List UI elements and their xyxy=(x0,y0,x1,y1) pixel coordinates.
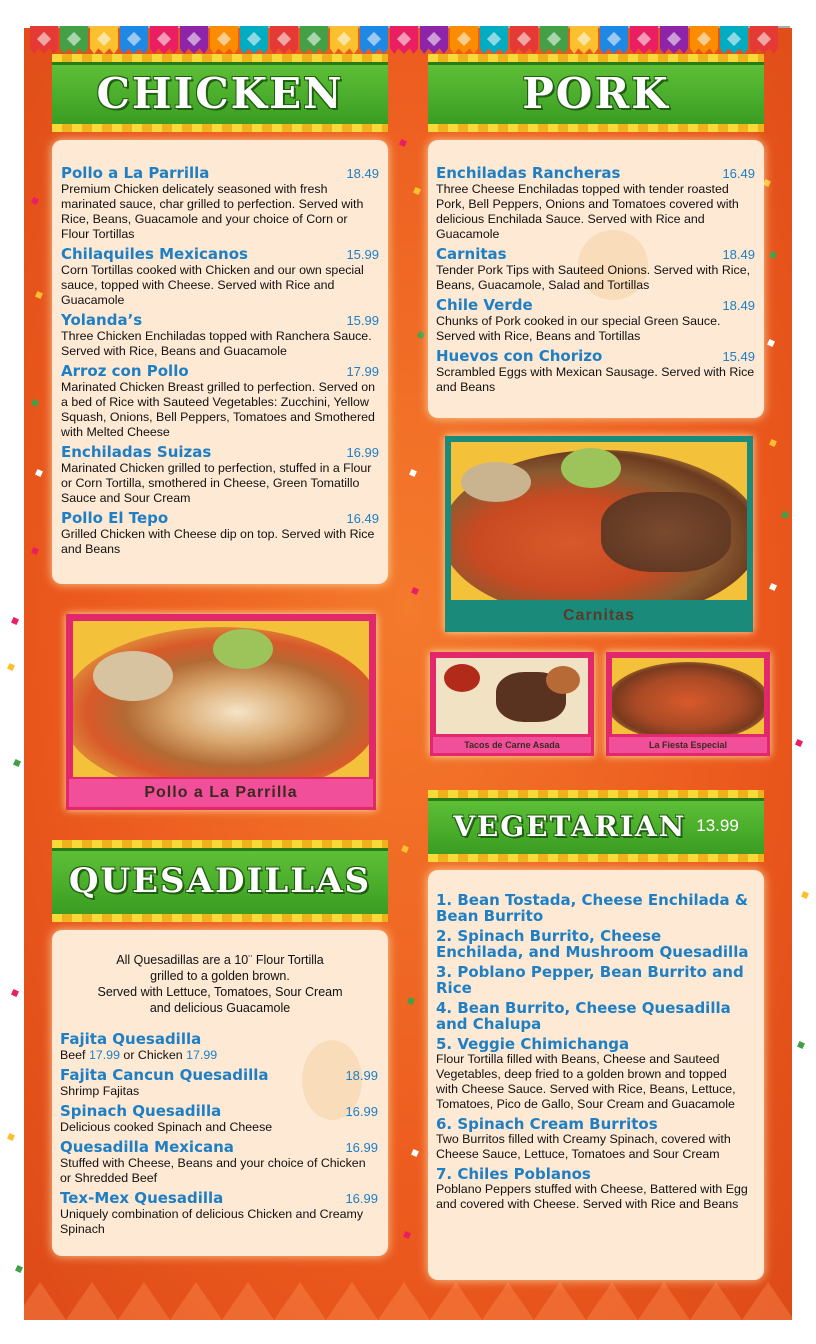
menu-item xyxy=(60,1102,378,1135)
item-name: 1. Bean Tostada, Cheese Enchilada & Bean Burrito xyxy=(436,891,748,925)
menu-item xyxy=(436,892,752,924)
item-price: 16.49 xyxy=(722,166,755,181)
vegetarian-title: VEGETARIAN xyxy=(453,809,687,843)
intro-line: Served with Lettuce, Tomatoes, Sour Cream xyxy=(97,985,343,999)
item-price: 18.49 xyxy=(722,247,755,262)
chicken-title: CHICKEN xyxy=(96,68,344,118)
item-name: Quesadilla Mexicana xyxy=(60,1138,234,1156)
item-desc: Marinated Chicken grilled to perfection, stuffed in a Flour or Corn Tortilla, smothered in Cheese, Green Tomatillo Sauce and Sour Cream xyxy=(61,461,372,505)
confetti-piece xyxy=(5,883,13,891)
bunting-flag xyxy=(90,26,118,54)
item-header xyxy=(60,1102,378,1120)
chicken-label: or Chicken xyxy=(123,1048,183,1062)
menu-item xyxy=(436,1166,752,1212)
confetti-piece xyxy=(795,739,803,747)
item-desc: Stuffed with Cheese, Beans and your choice of Chicken or Shredded Beef xyxy=(60,1156,366,1185)
carnitas-caption: Carnitas xyxy=(562,607,636,624)
bunting-flag xyxy=(480,26,508,54)
item-header xyxy=(436,164,755,182)
menu-item xyxy=(60,1066,378,1099)
triangle-decoration xyxy=(482,1282,534,1320)
bunting-flag xyxy=(630,26,658,54)
item-desc: Flour Tortilla filled with Beans, Cheese and Sauteed Vegetables, deep fried to a golden brown and topped with Cheese Sauce. Served with Rice, Beans, Lettuce, Tomatoes, Pico de Gallo, Sour Cream and Guacamole xyxy=(436,1052,736,1111)
bunting-flag xyxy=(30,26,58,54)
confetti-piece xyxy=(797,1041,805,1049)
item-price: 16.99 xyxy=(345,1191,378,1206)
item-name: Fajita Cancun Quesadilla xyxy=(60,1066,269,1084)
menu-item xyxy=(60,1030,378,1063)
triangle-pattern xyxy=(24,1280,792,1320)
bunting-flag xyxy=(600,26,628,54)
item-name: Spinach Quesadilla xyxy=(60,1102,222,1120)
triangle-decoration xyxy=(742,1282,792,1320)
triangle-decoration xyxy=(378,1282,430,1320)
vegetarian-price: 13.99 xyxy=(696,816,739,835)
item-desc: Uniquely combination of delicious Chicken and Creamy Spinach xyxy=(60,1207,364,1236)
item-name: Yolanda’s xyxy=(61,311,143,329)
item-desc: Premium Chicken delicately seasoned with fresh marinated sauce, char grilled to perfection. Served with Rice, Beans, Guacamole and your choice of Corn or Flour Tortillas xyxy=(61,182,364,241)
confetti-piece xyxy=(801,891,809,899)
chicken-panel xyxy=(52,140,388,584)
item-desc: Delicious cooked Spinach and Cheese xyxy=(60,1120,273,1134)
quesadillas-banner xyxy=(52,848,388,914)
item-price: 16.49 xyxy=(346,511,379,526)
chicken-item-list xyxy=(61,164,379,560)
item-desc: Corn Tortillas cooked with Chicken and our own special sauce, topped with Cheese. Served with Rice and Guacamole xyxy=(61,263,364,307)
item-name: Huevos con Chorizo xyxy=(436,347,603,365)
item-name: 5. Veggie Chimichanga xyxy=(436,1035,630,1053)
item-desc: Tender Pork Tips with Sauteed Onions. Served with Rice, Beans, Guacamole, Salad and Tortillas xyxy=(436,263,751,292)
confetti-piece xyxy=(7,1133,15,1141)
menu-item xyxy=(61,443,379,506)
item-header xyxy=(436,245,755,263)
bunting-flag xyxy=(420,26,448,54)
pork-item-list xyxy=(436,164,755,398)
confetti-piece xyxy=(803,1269,811,1277)
confetti-piece xyxy=(13,759,21,767)
bunting-flag xyxy=(660,26,688,54)
menu-item xyxy=(436,964,752,996)
triangle-decoration xyxy=(326,1282,378,1320)
menu-item xyxy=(436,245,755,293)
item-price: 18.99 xyxy=(345,1068,378,1083)
triangle-decoration xyxy=(222,1282,274,1320)
item-desc xyxy=(60,1048,378,1063)
quesadillas-items xyxy=(60,1066,378,1237)
item-header xyxy=(61,443,379,461)
item-name: 4. Bean Burrito, Cheese Quesadilla and Chalupa xyxy=(436,999,731,1033)
triangle-decoration xyxy=(638,1282,690,1320)
item-name: Carnitas xyxy=(436,245,507,263)
confetti-piece xyxy=(799,663,807,671)
bunting-flag xyxy=(300,26,328,54)
menu-item xyxy=(436,347,755,395)
bunting-flag xyxy=(690,26,718,54)
item-price: 16.99 xyxy=(346,445,379,460)
bunting-flag xyxy=(360,26,388,54)
bunting-flag xyxy=(510,26,538,54)
item-header xyxy=(60,1189,378,1207)
triangle-decoration xyxy=(24,1282,66,1320)
menu-item xyxy=(61,245,379,308)
item-name: Enchiladas Suizas xyxy=(61,443,212,461)
bunting-flag xyxy=(450,26,478,54)
menu-item xyxy=(436,1036,752,1112)
vegetarian-banner xyxy=(428,798,764,854)
bunting-flag xyxy=(270,26,298,54)
bunting-flag xyxy=(540,26,568,54)
beef-label: Beef xyxy=(60,1048,86,1062)
quesadillas-title: QUESADILLAS xyxy=(68,861,372,901)
item-name: Chile Verde xyxy=(436,296,533,314)
intro-line: All Quesadillas are a 10¨ Flour Tortilla xyxy=(116,953,324,967)
bunting-flag xyxy=(330,26,358,54)
fiesta-caption: La Fiesta Especial xyxy=(609,737,767,753)
item-desc: Two Burritos filled with Creamy Spinach, covered with Cheese Sauce, Lettuce, Tomatoes and Sour Cream xyxy=(436,1132,731,1161)
triangle-decoration xyxy=(274,1282,326,1320)
confetti-piece xyxy=(7,663,15,671)
bunting-flag xyxy=(180,26,208,54)
intro-line: grilled to a golden brown. xyxy=(150,969,290,983)
item-price: 15.99 xyxy=(346,247,379,262)
quesadillas-panel xyxy=(52,930,388,1256)
menu-item xyxy=(436,296,755,344)
bunting-flag xyxy=(210,26,238,54)
quesadillas-intro xyxy=(52,952,388,1016)
item-desc: Three Chicken Enchiladas topped with Ranchera Sauce. Served with Rice, Beans and Guacamole xyxy=(61,329,372,358)
pork-banner xyxy=(428,62,764,124)
item-header xyxy=(436,347,755,365)
item-name: Chilaquiles Mexicanos xyxy=(61,245,248,263)
plate-image xyxy=(612,662,764,734)
triangle-decoration xyxy=(430,1282,482,1320)
item-price: 15.99 xyxy=(346,313,379,328)
item-desc: Chunks of Pork cooked in our special Green Sauce. Served with Rice, Beans and Tortillas xyxy=(436,314,721,343)
fiesta-photo xyxy=(606,652,770,756)
chicken-price: 17.99 xyxy=(186,1048,218,1062)
beef-price: 17.99 xyxy=(88,1048,120,1062)
item-price: 18.49 xyxy=(346,166,379,181)
vegetarian-panel xyxy=(428,870,764,1280)
item-price: 16.99 xyxy=(345,1140,378,1155)
confetti-piece xyxy=(15,1265,23,1273)
item-header xyxy=(61,509,379,527)
item-header xyxy=(60,1066,378,1084)
item-name: 2. Spinach Burrito, Cheese Enchilada, and Mushroom Quesadilla xyxy=(436,927,749,961)
bunting-flag xyxy=(240,26,268,54)
item-price: 15.49 xyxy=(722,349,755,364)
menu-item xyxy=(436,928,752,960)
triangle-decoration xyxy=(586,1282,638,1320)
item-name: Arroz con Pollo xyxy=(61,362,189,380)
vegetarian-item-list xyxy=(436,892,752,1216)
pork-title: PORK xyxy=(522,68,670,118)
triangle-decoration xyxy=(66,1282,118,1320)
item-desc: Marinated Chicken Breast grilled to perfection. Served on a bed of Rice with Sauteed Vegetables: Zucchini, Yellow Squash, Onions, Bell Peppers, Tomatoes and Smothered with Melted Cheese xyxy=(61,380,376,439)
item-name: Pollo a La Parrilla xyxy=(61,164,210,182)
item-header xyxy=(61,362,379,380)
triangle-decoration xyxy=(690,1282,742,1320)
intro-line: and delicious Guacamole xyxy=(149,1001,291,1015)
item-header xyxy=(61,245,379,263)
bunting-flag xyxy=(750,26,778,54)
carnitas-photo xyxy=(445,436,753,632)
triangle-decoration xyxy=(118,1282,170,1320)
confetti-piece xyxy=(11,617,19,625)
bunting-flag xyxy=(60,26,88,54)
menu-item xyxy=(436,1116,752,1162)
item-desc: Poblano Peppers stuffed with Cheese, Battered with Egg and covered with Cheese. Served with Rice and Beans xyxy=(436,1182,748,1211)
item-desc: Three Cheese Enchiladas topped with tender roasted Pork, Bell Peppers, Onions and Tomatoes covered with delicious Enchilada Sauce. Served with Rice and Guacamole xyxy=(436,182,739,241)
item-desc: Shrimp Fajitas xyxy=(60,1084,140,1098)
bunting-flag xyxy=(150,26,178,54)
item-name: Tex-Mex Quesadilla xyxy=(60,1189,224,1207)
item-desc: Grilled Chicken with Cheese dip on top. Served with Rice and Beans xyxy=(61,527,375,556)
bunting-flag xyxy=(570,26,598,54)
triangle-decoration xyxy=(170,1282,222,1320)
menu-item xyxy=(61,311,379,359)
item-name: 3. Poblano Pepper, Bean Burrito and Rice xyxy=(436,963,744,997)
bunting-flag xyxy=(390,26,418,54)
item-name: Enchiladas Rancheras xyxy=(436,164,621,182)
bunting-flag xyxy=(720,26,748,54)
triangle-decoration xyxy=(534,1282,586,1320)
menu-item xyxy=(60,1138,378,1186)
menu-item xyxy=(61,164,379,242)
pork-panel xyxy=(428,140,764,418)
menu-item xyxy=(436,1000,752,1032)
pollo-photo xyxy=(66,614,376,810)
pollo-caption: Pollo a La Parrilla xyxy=(69,779,373,807)
item-desc: Scrambled Eggs with Mexican Sausage. Served with Rice and Beans xyxy=(436,365,755,394)
quesadillas-item-list xyxy=(60,1030,378,1240)
item-header xyxy=(61,311,379,329)
item-header xyxy=(61,164,379,182)
item-name: Pollo El Tepo xyxy=(61,509,169,527)
confetti-piece xyxy=(11,989,19,997)
tacos-caption: Tacos de Carne Asada xyxy=(433,737,591,753)
item-name: Fajita Quesadilla xyxy=(60,1030,202,1048)
chicken-banner xyxy=(52,62,388,124)
menu-item xyxy=(436,164,755,242)
item-price: 16.99 xyxy=(345,1104,378,1119)
tacos-photo xyxy=(430,652,594,756)
item-name: 6. Spinach Cream Burritos xyxy=(436,1115,658,1133)
item-header xyxy=(60,1138,378,1156)
item-price: 17.99 xyxy=(346,364,379,379)
menu-item xyxy=(61,509,379,557)
item-price: 18.49 xyxy=(722,298,755,313)
bunting-flag xyxy=(120,26,148,54)
menu-item xyxy=(61,362,379,440)
item-name: 7. Chiles Poblanos xyxy=(436,1165,591,1183)
item-header xyxy=(436,296,755,314)
menu-item xyxy=(60,1189,378,1237)
